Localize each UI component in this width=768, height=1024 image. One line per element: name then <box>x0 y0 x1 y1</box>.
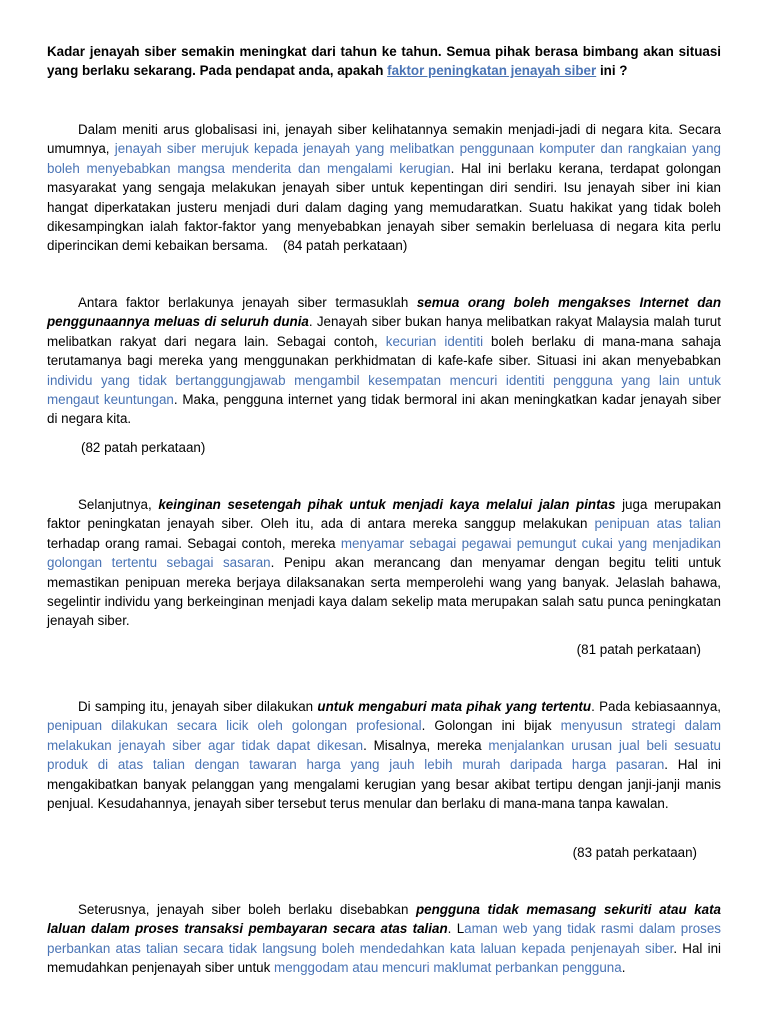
highlight-run: menyamar sebagai pegawai pemungut cukai yang menjadikan golongan tertentu sebagai sasaran <box>47 535 721 571</box>
text-run: Selanjutnya, <box>78 497 159 512</box>
text-run: . Hal ini berlaku kerana, terdapat golongan masyarakat yang sengaja melakukan jenayah siber untuk kepentingan diri sendiri. Isu jenayah siber ini kian hangat diperkatakan justeru menjadi duri dalam daging yang memudaratkan. Suatu hakikat yang tidak boleh dikesampingkan ialah faktor-faktor yang menyebabkan jenayah siber semakin berleluasa di negara kita perlu diperincikan demi kebaikan bersama. <box>47 160 721 254</box>
text-run: . L <box>447 921 465 937</box>
text-run: . Misalnya, mereka <box>363 737 489 753</box>
key-point: keinginan sesetengah pihak untuk menjadi kaya melalui jalan pintas <box>158 497 616 512</box>
text-run: . Pada kebiasaannya, <box>591 699 722 714</box>
text-run: . Jenayah siber bukan hanya melibatkan rakyat Malaysia malah turut melibatkan rakyat dari negara lain. Sebagai contoh, <box>47 314 721 349</box>
highlight-run: individu yang tidak bertanggungjawab mengambil kesempatan mencuri identiti pengguna yang lain untuk mengaut keuntungan <box>47 372 721 408</box>
text-run: Antara faktor berlakunya jenayah siber termasuklah <box>78 295 417 310</box>
highlight-run: menggodam atau mencuri maklumat perbankan pengguna <box>274 960 622 976</box>
text-run: Seterusnya, jenayah siber boleh berlaku disebabkan <box>78 902 416 917</box>
highlight-run: menyusun strategi dalam melakukan jenayah siber agar tidak dapat dikesan <box>47 718 721 753</box>
highlight-run: jenayah siber merujuk kepada jenayah yang melibatkan penggunaan komputer dan rangkaian yang boleh menyebabkan mangsa menderita dan mengalami kerugian <box>47 141 722 176</box>
question-text: Kadar jenayah siber semakin meningkat dari tahun ke tahun. Semua pihak berasa bimbang akan situasi yang berlaku sekarang. Pada pendapat anda, apakah <box>47 44 721 79</box>
paragraph-introduction <box>47 120 721 256</box>
text-run: . <box>621 960 626 976</box>
highlight-run: menjalankan urusan jual beli sesuatu produk di atas talian dengan tawaran harga yang jauh lebih murah daripada harga pasaran <box>47 737 721 773</box>
highlight-run: kecurian identiti <box>385 333 484 349</box>
key-point: untuk mengaburi mata pihak yang tertentu <box>317 699 592 714</box>
text-run: . Hal ini mengakibatkan banyak pelanggan yang mengalami kerugian yang besar akibat tertipu dengan janji-janji manis penjual. Kesudahannya, jenayah siber tersebut terus menular dan berlaku di mana-mana tanpa kawalan. <box>47 757 721 812</box>
question-end: ini ? <box>596 63 628 79</box>
word-count: (84 patah perkataan) <box>282 238 408 254</box>
paragraph-point-3 <box>47 697 721 813</box>
word-count: (83 patah perkataan) <box>572 845 697 860</box>
paragraph-point-2 <box>47 495 721 631</box>
highlight-run: penipuan atas talian <box>594 516 721 532</box>
text-run: . Penipu akan merancang dan menyamar dengan begitu teliti untuk memastikan penipuan mereka berjaya dilaksanakan serta memperolehi wang yang banyak. Jelaslah bahawa, segelintir individu yang berkeinginan menjadi kaya dalam sekelip mata merupakan salah satu punca peningkatan jenayah siber. <box>47 555 721 629</box>
text-run: Dalam meniti arus globalisasi ini, jenayah siber kelihatannya semakin menjadi-jadi di negara kita. Secara umumnya, <box>47 122 721 157</box>
highlight-run: penipuan dilakukan secara licik oleh golongan profesional <box>47 718 422 734</box>
text-run: Di samping itu, jenayah siber dilakukan <box>78 699 318 714</box>
question-link[interactable]: faktor peningkatan jenayah siber <box>387 63 597 79</box>
text-run: juga merupakan faktor peningkatan jenayah siber. Oleh itu, ada di antara mereka sanggup melakukan <box>47 497 722 532</box>
text-run: . Hal ini memudahkan penjenayah siber untuk <box>47 940 721 976</box>
highlight-run: aman web yang tidak rasmi dalam proses perbankan atas talian secara tidak langsung boleh mendedahkan kata laluan kepada penjenayah siber <box>47 921 721 956</box>
text-run: boleh berlaku di mana-mana sahaja terutamanya bagi mereka yang menggunakan perkhidmatan di kafe-kafe siber. Situasi ini akan menyebabkan <box>47 333 722 369</box>
essay-question <box>47 42 721 81</box>
key-point: semua orang boleh mengakses Internet dan penggunaannya meluas di seluruh dunia <box>47 295 721 330</box>
word-count: (81 patah perkataan) <box>576 642 701 657</box>
paragraph-point-4 <box>47 900 721 978</box>
text-run: . Maka, pengguna internet yang tidak bermoral ini akan meningkatkan kadar jenayah siber di negara kita. <box>47 392 722 427</box>
text-run: terhadap orang ramai. Sebagai contoh, mereka <box>47 535 341 551</box>
text-run: . Golongan ini bijak <box>421 718 561 734</box>
paragraph-point-1 <box>47 293 721 429</box>
key-point: pengguna tidak memasang sekuriti atau kata laluan dalam proses transaksi pembayaran secara atas talian <box>47 902 722 937</box>
word-count: (82 patah perkataan) <box>81 440 206 455</box>
